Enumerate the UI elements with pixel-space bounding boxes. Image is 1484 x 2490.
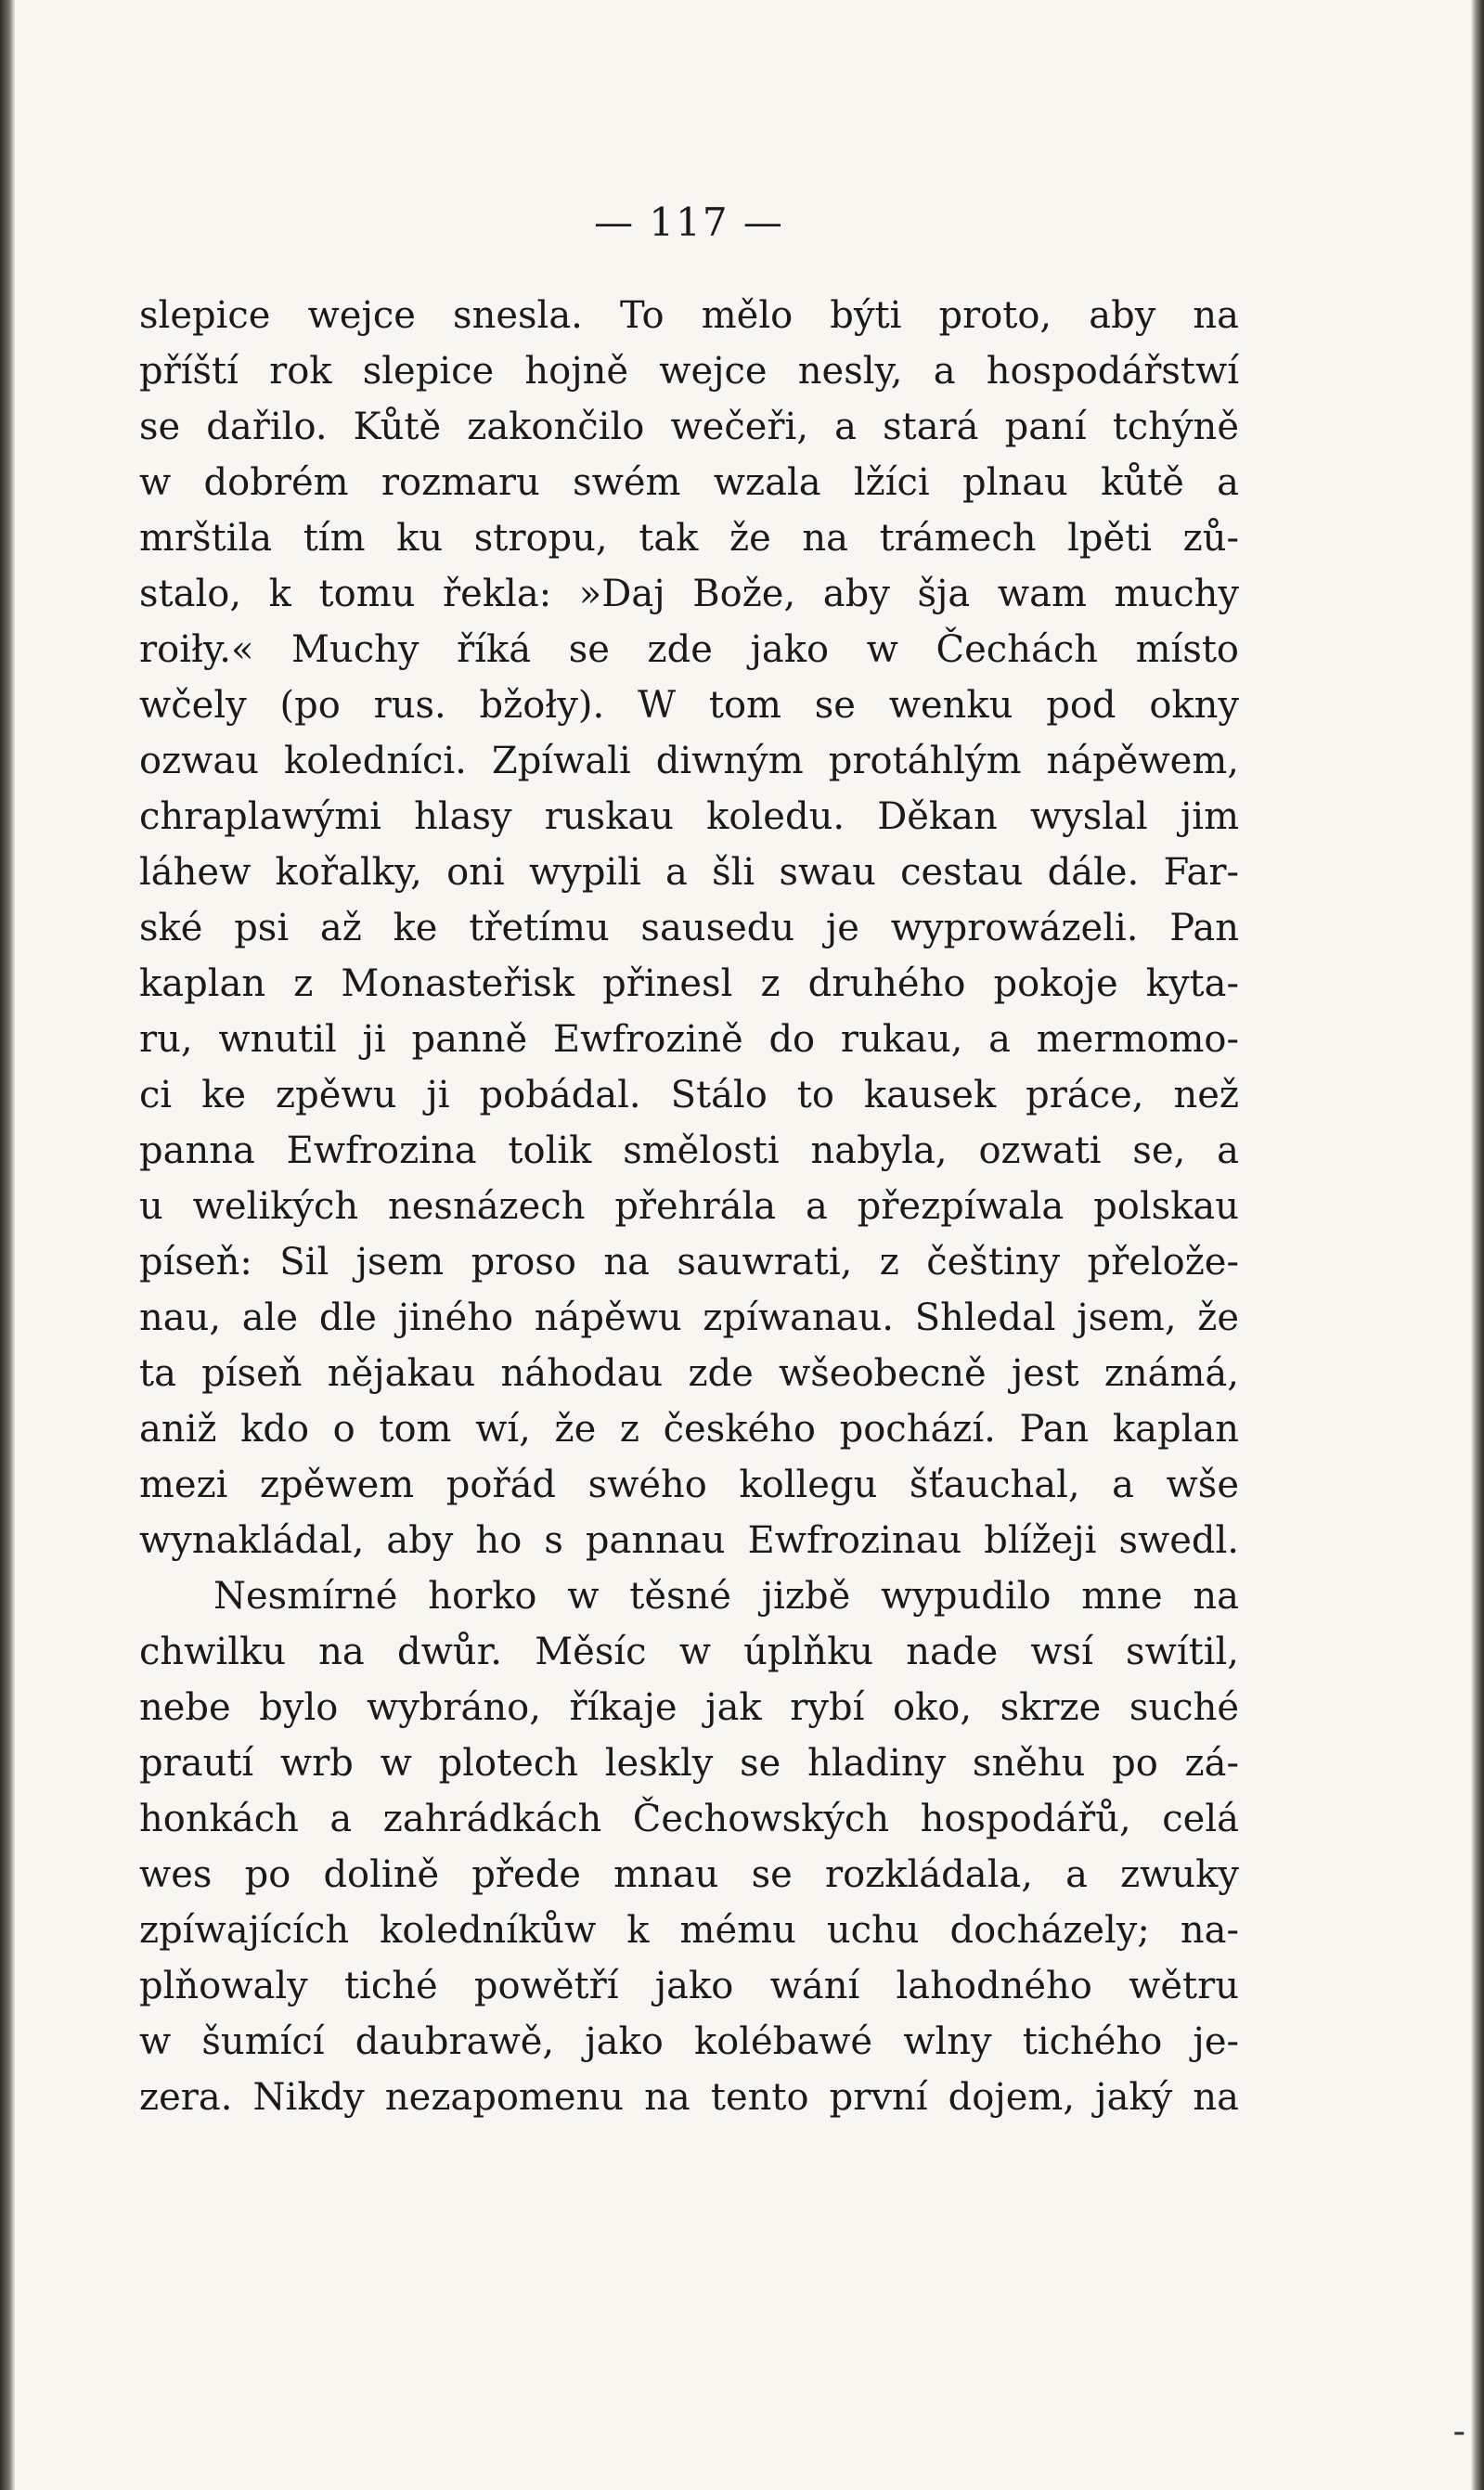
- text-line: Nesmírné horko w těsné jizbě wypudilo mne na: [213, 1575, 1239, 1618]
- text-line: kaplan z Monasteřisk přinesl z druhého pokoje kyta-: [139, 962, 1239, 1005]
- text-line: ci ke zpěwu ji pobádal. Stálo to kausek práce, než: [139, 1074, 1239, 1116]
- text-line: zpíwajících koledníkůw k mému uchu docházely; na-: [139, 1909, 1239, 1952]
- page-number: — 117 —: [594, 200, 784, 245]
- text-line: příští rok slepice hojně wejce nesly, a hospodářstwí: [139, 350, 1239, 393]
- scan-edge-left: [0, 0, 15, 2490]
- text-line: w dobrém rozmaru swém wzala lžíci plnau kůtě a: [139, 461, 1239, 504]
- text-line: roiły.« Muchy říká se zde jako w Čechách místo: [139, 628, 1239, 671]
- text-line: u welikých nesnázech přehrála a přezpíwala polskau: [139, 1185, 1239, 1228]
- text-line: chwilku na dwůr. Měsíc w úplňku nade wsí swítil,: [139, 1631, 1239, 1673]
- book-page: [139, 195, 1239, 2125]
- text-line: se dařilo. Kůtě zakončilo wečeři, a stará paní tchýně: [139, 406, 1239, 448]
- text-line: ské psi až ke třetímu sausedu je wyprowázeli. Pan: [139, 907, 1239, 949]
- text-line: ru, wnutil ji panně Ewfrozině do rukau, a mermomo-: [139, 1018, 1239, 1061]
- text-line: píseň: Sil jsem proso na sauwrati, z češtiny přelože-: [139, 1241, 1239, 1284]
- text-line: honkách a zahrádkách Čechowských hospodářů, celá: [139, 1798, 1239, 1840]
- body-text: [139, 288, 1239, 2125]
- text-line: zera. Nikdy nezapomenu na tento první dojem, jaký na: [139, 2076, 1239, 2119]
- text-line: wes po dolině přede mnau se rozkládala, a zwuky: [139, 1853, 1239, 1896]
- text-line: prautí wrb w plotech leskly se hladiny sněhu po zá-: [139, 1742, 1239, 1785]
- scan-speck: -: [1452, 2410, 1465, 2453]
- text-line: ta píseň nějakau náhodau zde wšeobecně jest známá,: [139, 1352, 1239, 1395]
- text-line: chraplawými hlasy ruskau koledu. Děkan wyslal jim: [139, 795, 1239, 838]
- text-line: wynakládal, aby ho s pannau Ewfrozinau blížeji swedl.: [139, 1519, 1239, 1562]
- text-line: mezi zpěwem pořád swého kollegu šťauchal, a wše: [139, 1464, 1239, 1506]
- text-line: stalo, k tomu řekla: »Daj Bože, aby šja wam muchy: [139, 573, 1239, 615]
- text-line: panna Ewfrozina tolik smělosti nabyla, ozwati se, a: [139, 1129, 1239, 1172]
- text-line: nau, ale dle jiného nápěwu zpíwanau. Shledal jsem, že: [139, 1297, 1239, 1339]
- text-line: slepice wejce snesla. To mělo býti proto, aby na: [139, 294, 1239, 337]
- text-line: nebe bylo wybráno, říkaje jak rybí oko, skrze suché: [139, 1686, 1239, 1729]
- scan-edge-right: [1471, 0, 1484, 2490]
- text-line: w šumící daubrawě, jako kolébawé wlny tichého je-: [139, 2020, 1239, 2063]
- text-line: mrštila tím ku stropu, tak že na trámech lpěti zů-: [139, 517, 1239, 560]
- text-line: wčely (po rus. bžoły). W tom se wenku pod okny: [139, 684, 1239, 727]
- text-line: ozwau koledníci. Zpíwali diwným protáhlým nápěwem,: [139, 740, 1239, 782]
- text-line: aniž kdo o tom wí, že z českého pochází. Pan kaplan: [139, 1408, 1239, 1451]
- text-line: plňowaly tiché powětří jako wání lahodného wětru: [139, 1965, 1239, 2007]
- text-line: láhew kořalky, oni wypili a šli swau cestau dále. Far-: [139, 851, 1239, 894]
